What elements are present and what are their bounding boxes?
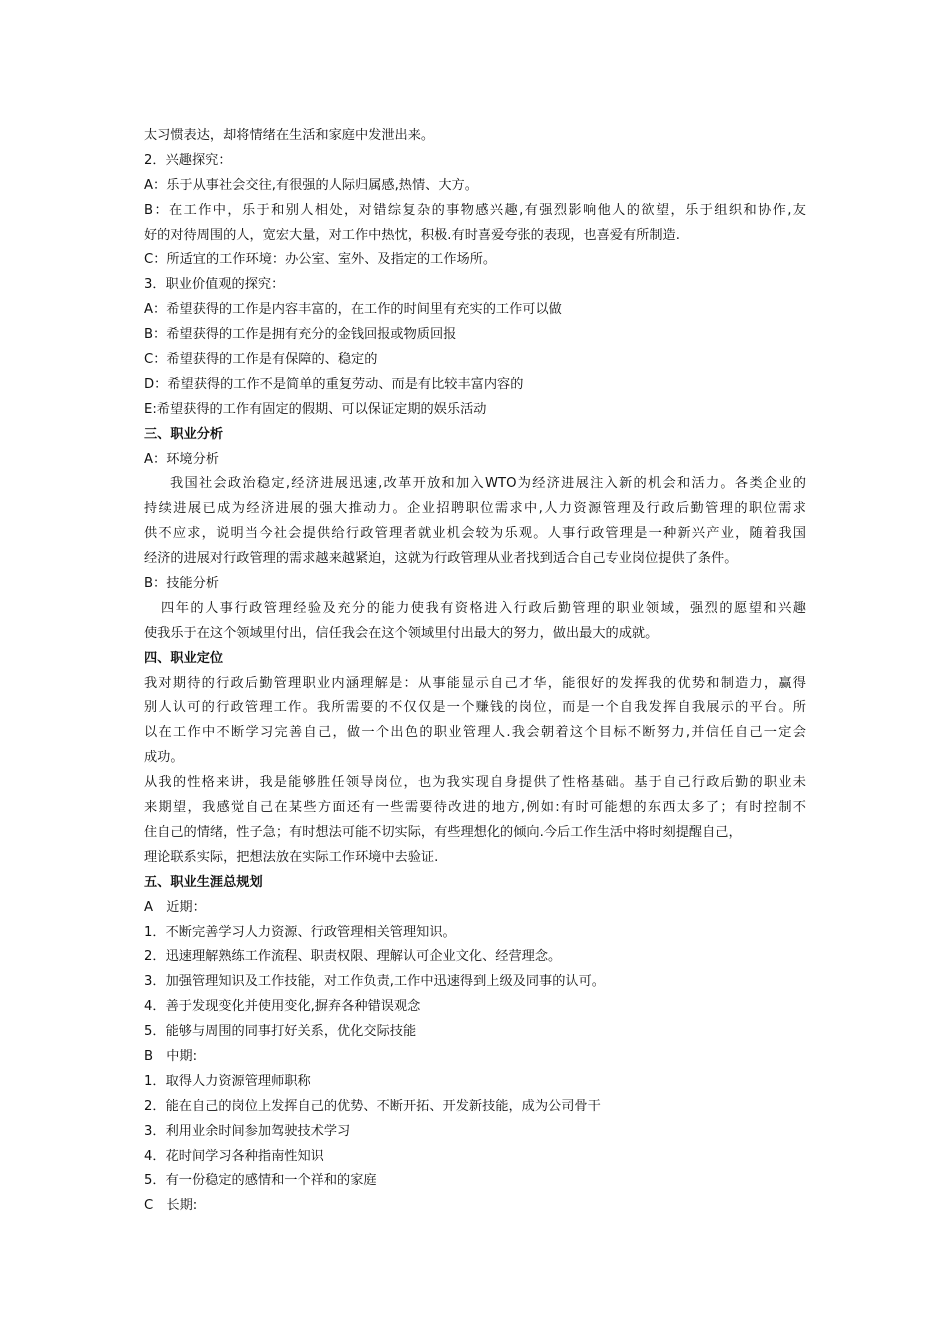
list-item: 1．取得人力资源管理师职称 [144, 1073, 311, 1089]
paragraph-line: 四年的人事行政管理经验及充分的能力使我有资格进入行政后勤管理的职业领域，强烈的愿望和兴趣 [161, 600, 806, 616]
list-item: A：希望获得的工作是内容丰富的，在工作的时间里有充实的工作可以做 [144, 302, 562, 318]
list-item: A：乐于从事社会交往,有很强的人际归属感,热情、大方。 [144, 177, 478, 193]
subsection-heading: A 近期： [144, 899, 206, 915]
list-item: 3．利用业余时间参加驾驶技术学习 [144, 1123, 351, 1139]
list-item: 2．能在自己的岗位上发挥自己的优势、不断开拓、开发新技能，成为公司骨干 [144, 1098, 601, 1114]
list-item: 5．有一份稳定的感情和一个祥和的家庭 [144, 1173, 377, 1189]
paragraph-line: 供不应求，说明当今社会提供给行政管理者就业机会较为乐观。人事行政管理是一种新兴产业，随着我国 [144, 526, 806, 542]
list-item: C：所适宜的工作环境：办公室、室外、及指定的工作场所。 [144, 252, 497, 268]
section-heading: 五、职业生涯总规划 [144, 874, 263, 890]
list-item: 1．不断完善学习人力资源、行政管理相关管理知识。 [144, 924, 456, 940]
list-item: 5．能够与周围的同事打好关系，优化交际技能 [144, 1024, 417, 1040]
subsection-heading: A：环境分析 [144, 451, 219, 467]
paragraph-line: 成功。 [144, 750, 184, 766]
paragraph-line: 我对期待的行政后勤管理职业内涵理解是：从事能显示自己才华，能很好的发挥我的优势和制造力，赢得 [144, 675, 806, 691]
list-item: B：希望获得的工作是拥有充分的金钱回报或物质回报 [144, 327, 457, 343]
paragraph-line: 持续进展已成为经济进展的强大推动力。企业招聘职位需求中,人力资源管理及行政后勤管理的职位需求 [144, 501, 806, 517]
list-item: C：希望获得的工作是有保障的、稳定的 [144, 352, 378, 368]
paragraph-line: 好的对待周围的人，宽宏大量，对工作中热忱，积极.有时喜爱夸张的表现，也喜爱有所制造. [144, 227, 680, 243]
section-heading: 四、职业定位 [144, 650, 224, 666]
subsection-heading: C 长期: [144, 1198, 198, 1214]
list-item: D：希望获得的工作不是简单的重复劳动、而是有比较丰富内容的 [144, 376, 524, 392]
list-heading: 3．职业价值观的探究： [144, 277, 285, 293]
paragraph-line: 太习惯表达，却将情绪在生活和家庭中发泄出来。 [144, 128, 435, 143]
paragraph-line: 以在工作中不断学习完善自己，做一个出色的职业管理人.我会朝着这个目标不断努力,并信任自己一定会 [144, 725, 806, 741]
list-item: 2．迅速理解熟练工作流程、职责权限、理解认可企业文化、经营理念。 [144, 949, 562, 965]
paragraph-line: 从我的性格来讲，我是能够胜任领导岗位，也为我实现自身提供了性格基础。基于自己行政后勤的职业未 [144, 775, 806, 791]
list-item: B：在工作中，乐于和别人相处，对错综复杂的事物感兴趣,有强烈影响他人的欲望，乐于组织和协作,友 [144, 202, 806, 218]
document-body [144, 124, 806, 1219]
list-item: E:希望获得的工作有固定的假期、可以保证定期的娱乐活动 [144, 401, 487, 417]
paragraph-line: 来期望，我感觉自己在某些方面还有一些需要待改进的地方,例如:有时可能想的东西太多了；有时控制不 [144, 800, 806, 816]
paragraph-line: 使我乐于在这个领域里付出，信任我会在这个领域里付出最大的努力，做出最大的成就。 [144, 625, 659, 641]
list-heading: 2．兴趣探究： [144, 152, 232, 168]
list-item: 4．善于发现变化并使用变化,摒弃各种错误观念 [144, 999, 421, 1015]
subsection-heading: B：技能分析 [144, 576, 219, 592]
paragraph-line: 经济的进展对行政管理的需求越来越紧迫，这就为行政管理从业者找到适合自己专业岗位提供了条件。 [144, 551, 738, 567]
list-item: 4．花时间学习各种指南性知识 [144, 1148, 324, 1164]
paragraph-line: 别人认可的行政管理工作。我所需要的不仅仅是一个赚钱的岗位，而是一个自我发挥自我展示的平台。所 [144, 700, 806, 716]
paragraph-line: 我国社会政治稳定,经济进展迅速,改革开放和加入WTO为经济进展注入新的机会和活力。各类企业的 [170, 476, 806, 492]
subsection-heading: B 中期: [144, 1048, 198, 1064]
list-item: 3．加强管理知识及工作技能，对工作负责,工作中迅速得到上级及同事的认可。 [144, 974, 605, 990]
paragraph-line: 住自己的情绪，性子急；有时想法可能不切实际，有些理想化的倾向.今后工作生活中将时刻提醒自己， [144, 824, 742, 840]
section-heading: 三、职业分析 [144, 426, 224, 442]
paragraph-line: 理论联系实际，把想法放在实际工作环境中去验证. [144, 849, 439, 865]
